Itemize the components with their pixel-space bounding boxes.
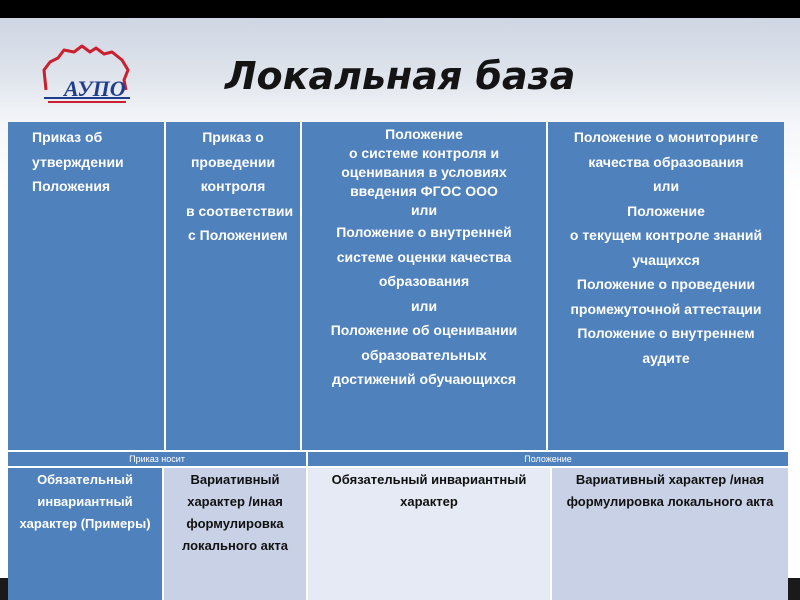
top-cell-line: или: [410, 202, 438, 218]
top-cell-order-approval: [8, 122, 166, 450]
top-cell-line: или: [410, 297, 438, 314]
top-cell-regulation-monitoring: [548, 122, 784, 450]
top-cell-line: введения ФГОС ООО: [350, 183, 498, 199]
bottom-cell-line: инвариантный: [37, 494, 133, 509]
top-black-bar: [0, 0, 800, 18]
top-cell-line: Положение: [385, 126, 463, 142]
bottom-cell-variable-regulation: [552, 468, 788, 600]
top-cell-line: учащихся: [632, 251, 700, 268]
top-cell-line: проведении: [190, 153, 276, 170]
bottom-cell-variable-order: [164, 468, 308, 600]
top-cell-line: с Положением: [188, 227, 288, 243]
top-cell-line: утверждении: [32, 153, 124, 170]
top-cell-line: оценивания в условиях: [341, 164, 507, 180]
bottom-cell-line: Вариативный характер /иная: [575, 472, 765, 487]
bottom-cell-line: Обязательный инвариантный: [331, 472, 527, 487]
top-cell-line: Положение о внутреннем: [577, 325, 755, 341]
top-cell-line: Положение о мониторинге: [573, 129, 759, 145]
top-cell-line: Положения: [32, 178, 111, 194]
top-cell-line: достижений обучающихся: [331, 371, 517, 387]
top-cell-line: Положение: [627, 202, 705, 219]
bottom-table-row: [8, 468, 788, 600]
logo-text: АУПО: [64, 76, 126, 101]
top-cell-line: или: [652, 178, 680, 194]
top-cell-line: Положение об оценивании: [330, 322, 518, 338]
top-cell-regulation-control: [302, 122, 548, 450]
header-regulation: Положение: [308, 452, 788, 466]
top-cell-line: качества образования: [588, 153, 744, 170]
page-title: Локальная база: [225, 54, 576, 98]
bottom-cell-line: характер /иная: [187, 494, 283, 509]
top-cell-line: аудите: [642, 349, 690, 366]
top-cell-line: образовательных: [361, 346, 487, 363]
top-cell-line: промежуточной аттестации: [570, 300, 762, 317]
bottom-cell-line: формулировка локального акта: [566, 494, 774, 509]
bottom-cell-line: локального акта: [182, 538, 288, 553]
top-cell-line: Приказ об: [32, 129, 103, 145]
top-cell-line: о системе контроля и: [348, 145, 500, 161]
top-cell-line: о текущем контроле знаний: [569, 227, 763, 243]
bottom-cell-line: характер: [400, 494, 458, 509]
top-cell-line: образования: [378, 273, 470, 289]
bottom-cell-line: характер (Примеры): [19, 516, 151, 531]
top-cell-line: контроля: [200, 178, 266, 194]
bottom-cell-mandatory-regulation: [308, 468, 552, 600]
top-cell-line: в соответствии: [186, 202, 294, 219]
top-cell-line: Приказ о: [202, 129, 264, 145]
bottom-cell-line: Вариативный: [190, 472, 280, 487]
top-cell-line: Положение о внутренней: [336, 224, 512, 240]
top-cell-line: системе оценки качества: [336, 248, 512, 265]
bottom-table-header: [8, 452, 788, 466]
header-order: Приказ носит: [8, 452, 308, 466]
top-table: [8, 122, 784, 450]
bottom-cell-line: Обязательный: [37, 472, 133, 487]
bottom-cell-mandatory-order: [8, 468, 164, 600]
bottom-cell-line: формулировка: [186, 516, 284, 531]
top-cell-line: Положение о проведении: [576, 276, 756, 292]
top-cell-order-control: [166, 122, 302, 450]
